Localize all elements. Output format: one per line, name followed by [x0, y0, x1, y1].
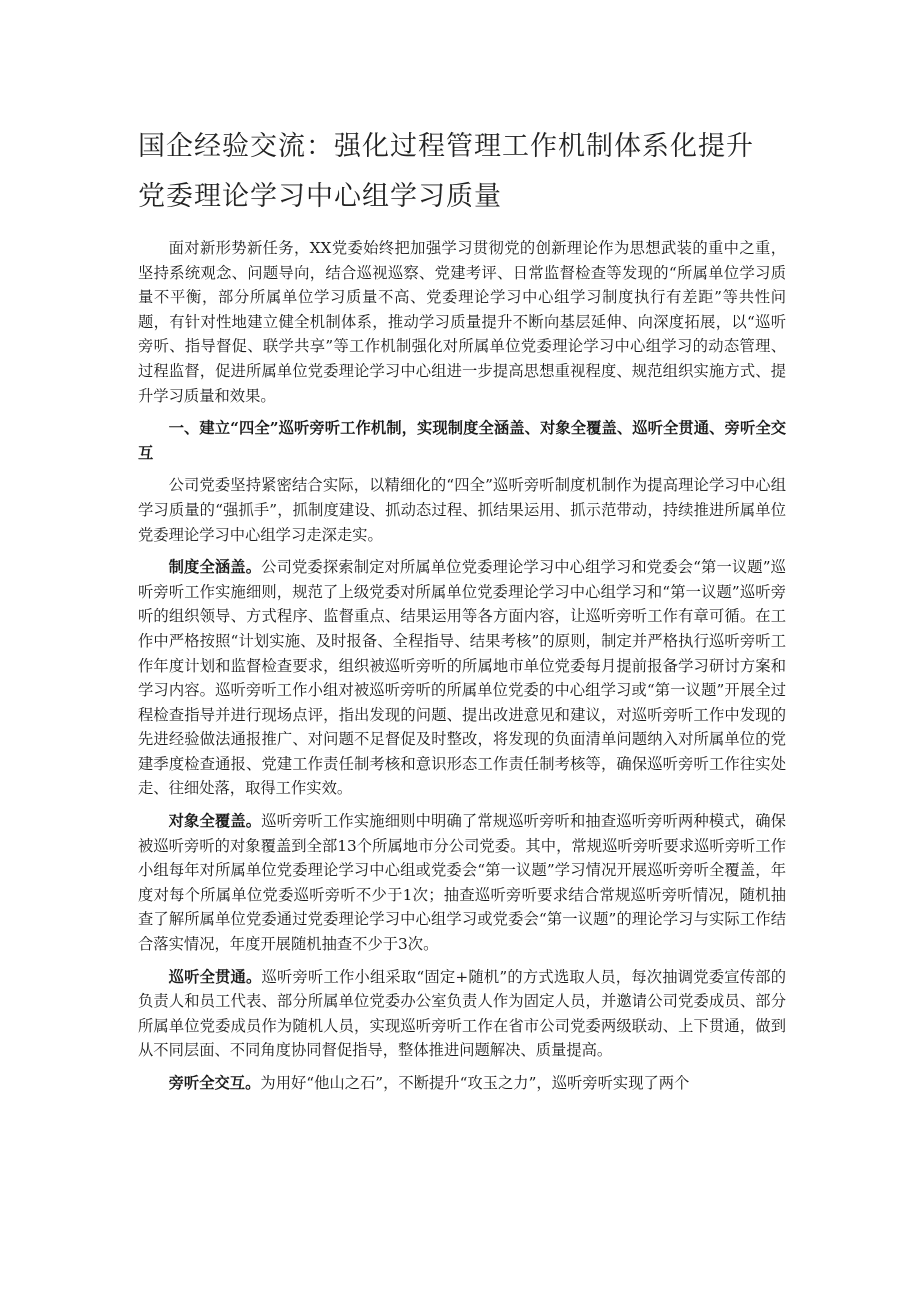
section-1-heading: 一、建立“四全”巡听旁听工作机制，实现制度全涵盖、对象全覆盖、巡听全贯通、旁听全交互	[138, 419, 786, 462]
intro-paragraph: 面对新形势新任务，XX党委始终把加强学习贯彻党的创新理论作为思想武装的重中之重，坚持系统观念、问题导向，结合巡视巡察、党建考评、日常监督检查等发现的“所属单位学习质量不平衡，部分所属单位学习质量不高、党委理论学习中心组学习制度执行有差距”等共性问题，有针对性地建立健全机制体系，推动学习质量提升不断向基层延伸、向深度拓展，以“巡听旁听、指导督促、联学共享”等工作机制强化对所属单位党委理论学习中心组学习的动态管理、过程监督，促进所属单位党委理论学习中心组进一步提高思想重视程度、规范组织实施方式、提升学习质量和效果。	[138, 239, 786, 405]
document-title-line-2: 党委理论学习中心组学习质量	[138, 181, 502, 212]
paragraph-inspection-connection	[138, 965, 786, 1063]
paragraph-system-coverage	[138, 555, 786, 801]
document-title-line-1: 国企经验交流：强化过程管理工作机制体系化提升	[138, 131, 754, 162]
document-page	[138, 122, 786, 1104]
paragraph-lead: 制度全涵盖。	[168, 558, 262, 577]
paragraph-body: 巡听旁听工作小组采取“固定+随机”的方式选取人员，每次抽调党委宣传部的负责人和员工代表、部分所属单位党委办公室负责人作为固定人员，并邀请公司党委成员、部分所属单位党委成员作为随机人员，实现巡听旁听工作在省市公司党委两级联动、上下贯通，做到从不同层面、不同角度协同督促指导，整体推进问题解决、质量提高。	[138, 967, 786, 1060]
paragraph-body: 巡听旁听工作实施细则中明确了常规巡听旁听和抽查巡听旁听两种模式，确保被巡听旁听的对象覆盖到全部13个所属地市分公司党委。其中，常规巡听旁听要求巡听旁听工作小组每年对所属单位党委理论学习中心组或党委会“第一议题”学习情况开展巡听旁听全覆盖，年度对每个所属单位党委巡听旁听不少于1次；抽查巡听旁听要求结合常规巡听旁听情况，随机抽查了解所属单位党委通过党委理论学习中心组学习或党委会“第一议题”的理论学习与实际工作结合落实情况，年度开展随机抽查不少于3次。	[138, 812, 786, 954]
document-title	[138, 122, 786, 222]
paragraph-lead: 旁听全交互。	[168, 1074, 261, 1092]
paragraph-lead: 巡听全贯通。	[168, 967, 262, 986]
paragraph-observation-interaction	[138, 1071, 786, 1096]
paragraph-body: 为用好“他山之石”，不断提升“攻玉之力”，巡听旁听实现了两个	[260, 1074, 690, 1092]
paragraph-target-coverage	[138, 809, 786, 957]
paragraph-lead: 对象全覆盖。	[168, 812, 262, 831]
paragraph-body: 公司党委探索制定对所属单位党委理论学习中心组学习和党委会“第一议题”巡听旁听工作实施细则，规范了上级党委对所属单位党委理论学习中心组学习和“第一议题”巡听旁听的组织领导、方式程序、监督重点、结果运用等各方面内容，让巡听旁听工作有章可循。在工作中严格按照“计划实施、及时报备、全程指导、结果考核”的原则，制定并严格执行巡听旁听工作年度计划和监督检查要求，组织被巡听旁听的所属地市单位党委每月提前报备学习研讨方案和学习内容。巡听旁听工作小组对被巡听旁听的所属单位党委的中心组学习或“第一议题”开展全过程检查指导并进行现场点评，指出发现的问题、提出改进意见和建议，对巡听旁听工作中发现的先进经验做法通报推广、对问题不足督促及时整改，将发现的负面清单问题纳入对所属单位的党建季度检查通报、党建工作责任制考核和意识形态工作责任制考核等，确保巡听旁听工作往实处走、往细处落，取得工作实效。	[138, 558, 786, 798]
section-1-intro-paragraph: 公司党委坚持紧密结合实际，以精细化的“四全”巡听旁听制度机制作为提高理论学习中心组学习质量的“强抓手”，抓制度建设、抓动态过程、抓结果运用、抓示范带动，持续推进所属单位党委理论学习中心组学习走深走实。	[138, 476, 786, 544]
